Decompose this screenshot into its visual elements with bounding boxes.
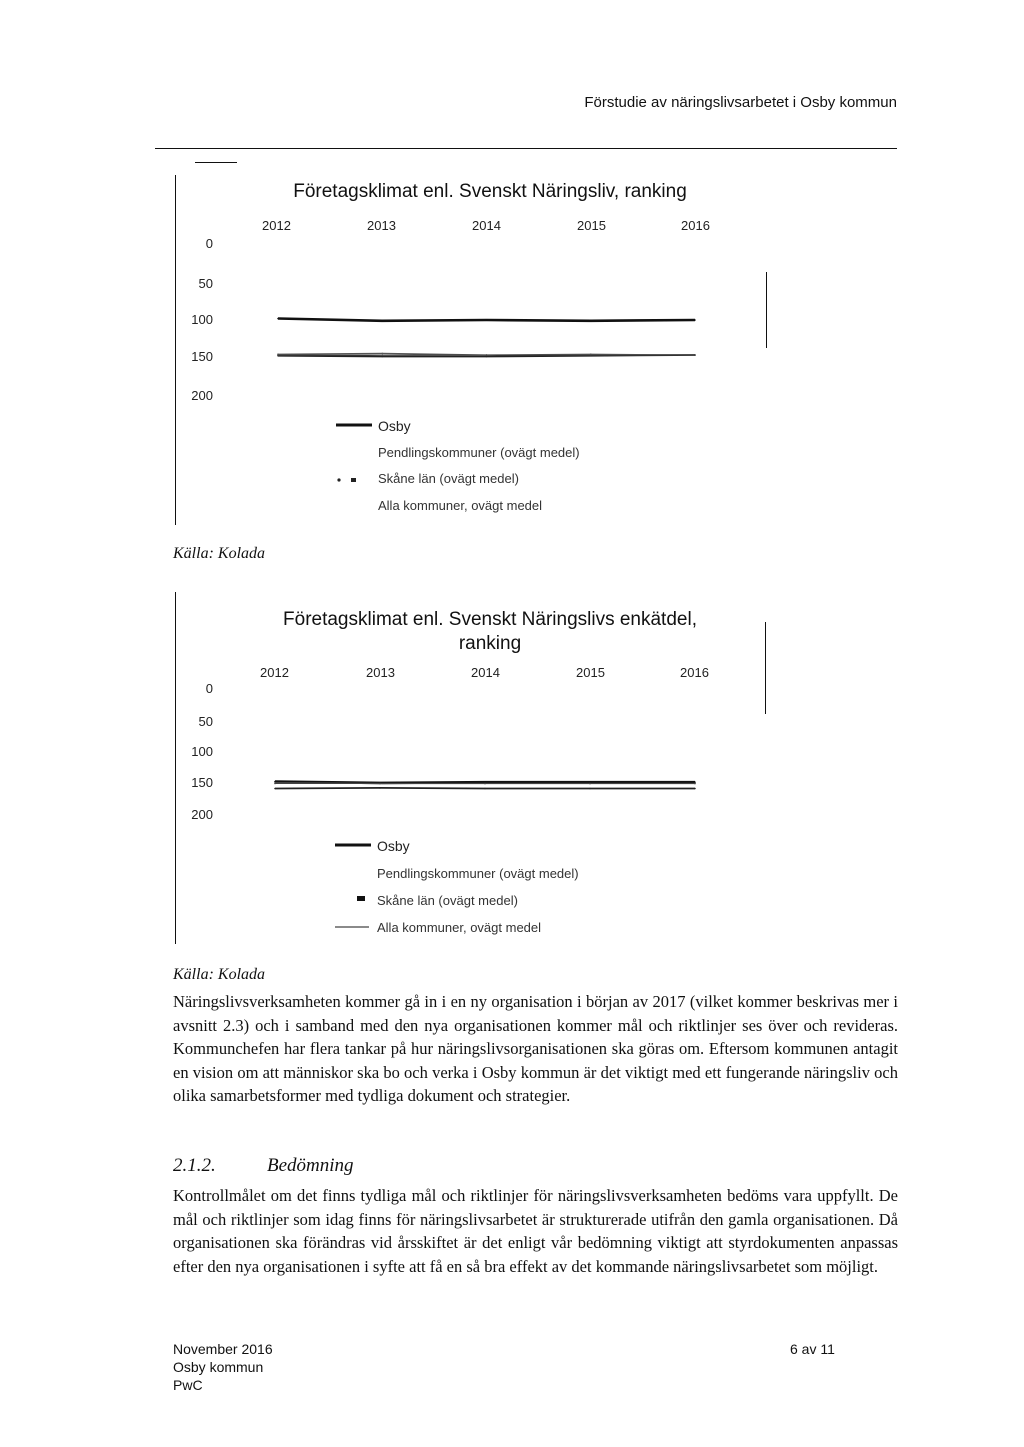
chart-data-point [589,788,591,790]
chart1-ytick: 0 [205,236,213,251]
chart1-ytick: 200 [191,388,213,403]
chart1-legend-alla: Alla kommuner, ovägt medel [378,498,543,513]
chart1-ytick: 150 [191,349,213,364]
body-paragraph: Näringslivsverksamheten kommer gå in i en ny organisation i början av 2017 (vilket kommer beskrivas mer i avsnitt 2.3) och i samband med den nya organisationen kommer mål och riktlinjer ses över och revideras. Kommunchefen har flera tankar på hur näringslivsorganisationen ska göras om. Eftersom kommunen antagit en vision om att människor ska bo och verka i Osby kommun är det viktigt med ett fungerande näringsliv och olika samarbetsformer med tydliga dokument och strategier. [173,992,898,1106]
section-number: 2.1.2. [173,1155,216,1176]
assessment-paragraph: Kontrollmålet om det finns tydliga mål och riktlinjer för näringslivsverksamheten bedöms vara uppfyllt. De mål och riktlinjer som idag finns för näringslivsarbetet är strukturerade utifrån den gamla organisationen. Då organisationen ska förändras vid årsskiftet är det enligt vår bedömning viktigt att styrdokumenten anpassas efter den nya organisationen i syfte att få en så bra effekt av det kommande näringslivsarbetet som möjligt. [173,1186,898,1276]
section-title: Bedömning [267,1155,354,1176]
chart1-ytick: 50 [198,276,213,291]
chart1-ytick: 100 [191,312,213,327]
footer-date: November 2016 [173,1341,273,1357]
chart1-xtick: 2015 [577,218,606,233]
chart2-legend-skane: Skåne län (ovägt medel) [377,893,518,908]
chart1-legend-skane: Skåne län (ovägt medel) [378,471,519,486]
chart2-legend-alla: Alla kommuner, ovägt medel [377,920,542,935]
chart2-xtick: 2014 [471,665,500,680]
chart1-xtick: 2013 [367,218,396,233]
chart-data-point [694,783,696,785]
chart2-legend-pendling: Pendlingskommuner (ovägt medel) [377,866,579,881]
chart2-xtick: 2012 [260,665,289,680]
footer-firm: PwC [173,1377,203,1393]
footer-org: Osby kommun [173,1359,264,1375]
chart-data-point [589,783,591,785]
chart2-legend-osby: Osby [377,838,410,854]
chart-data-point [484,788,486,790]
chart2-ytick: 100 [191,744,213,759]
chart1-legend-osby: Osby [378,418,411,434]
chart2-title-line2: ranking [458,633,522,654]
chart1-title: Företagsklimat enl. Svenskt Näringsliv, ranking [293,181,687,202]
chart2-ytick: 0 [205,681,213,696]
page-header-title: Förstudie av näringslivsarbetet i Osby kommun [584,94,897,111]
footer-page-number: 6 av 11 [790,1341,835,1357]
legend-swatch-skane [357,896,365,901]
chart1-source: Källa: Kolada [173,545,266,562]
chart-data-point [274,783,276,785]
chart-data-point [484,783,486,785]
chart2-ytick: 150 [191,775,213,790]
chart2-xtick: 2016 [680,665,709,680]
chart2-xtick: 2013 [366,665,395,680]
chart1-xtick: 2014 [472,218,501,233]
chart1-xtick: 2012 [262,218,291,233]
chart2-ytick: 50 [198,714,213,729]
chart-data-point [694,788,696,790]
chart2-legend-swatches [335,838,375,938]
chart1-xtick: 2016 [681,218,710,233]
chart2-ytick: 200 [191,807,213,822]
chart-data-point [379,787,381,789]
chart-data-point [274,788,276,790]
chart2-source: Källa: Kolada [173,966,266,983]
chart2-title-line1: Företagsklimat enl. Svenskt Näringslivs enkätdel, [283,609,697,630]
chart1-legend-pendling: Pendlingskommuner (ovägt medel) [378,445,580,460]
chart-data-point [379,783,381,785]
chart2-xtick: 2015 [576,665,605,680]
